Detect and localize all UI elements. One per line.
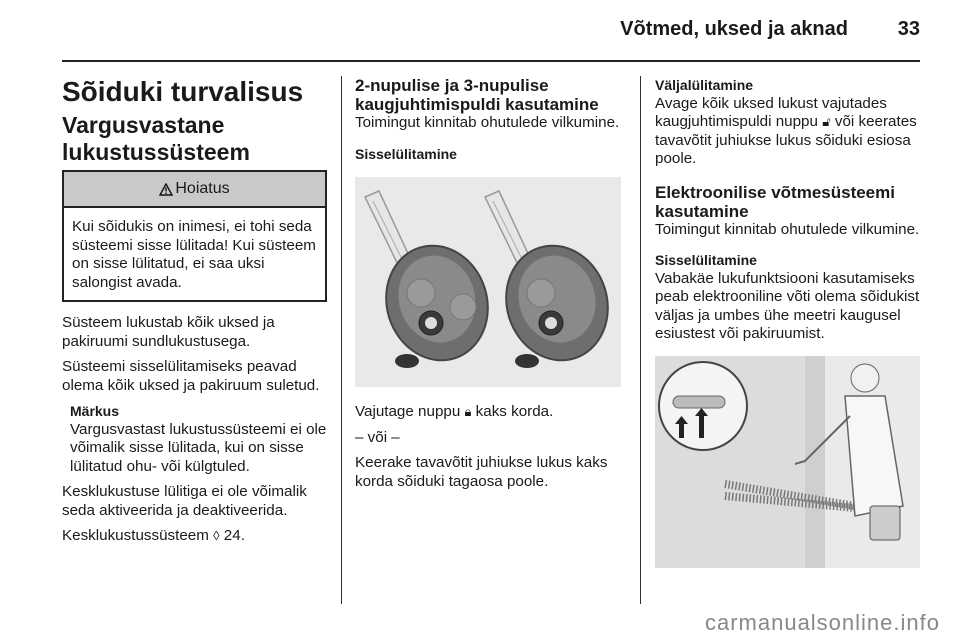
warning-icon xyxy=(159,183,173,196)
warning-title: Hoiatus xyxy=(175,179,230,197)
section-title: Elektroonilise võtmesüsteemi kasutamine xyxy=(655,182,895,221)
lock-icon: 🔒︎ xyxy=(464,404,472,419)
paragraph: – või – xyxy=(355,428,400,446)
subsection-title: Vargusvastane lukustussüsteem xyxy=(62,112,250,165)
paragraph: Vajutage nuppu 🔒︎ kaks korda. xyxy=(355,403,554,420)
remote-keys-illustration xyxy=(355,177,621,387)
page-ref-arrow-icon: ◊ xyxy=(213,528,220,543)
subheading: Sisselülitamine xyxy=(355,145,457,162)
note-text: Vargusvastast lukustussüsteemi ei ole võimalik sisse lülitada, kui on sisse lülitatud ohu- või külgtuled. xyxy=(70,420,327,475)
header-rule xyxy=(62,60,920,62)
note-block xyxy=(62,402,327,476)
section-title: 2-nupulise ja 3-nupulise kaugjuhtimispuldi kasutamine xyxy=(355,76,599,114)
page-header xyxy=(0,0,960,60)
paragraph: Kesklukustuse lülitiga ei ole võimalik seda aktiveerida ja deaktiveerida. xyxy=(62,483,307,519)
warning-box xyxy=(62,170,327,302)
paragraph: Toimingut kinnitab ohutulede vilkumine. xyxy=(655,220,920,238)
page-reference-link[interactable]: 24. xyxy=(223,527,245,544)
keyless-entry-illustration xyxy=(655,356,920,568)
column-divider xyxy=(640,76,641,604)
cross-reference: Kesklukustussüsteem ◊ 24. xyxy=(62,527,245,544)
paragraph: Toimingut kinnitab ohutulede vilkumine. xyxy=(355,114,620,131)
paragraph: Avage kõik uksed lukust vajutades kaugjuhtimispuldi nuppu 🔓︎ või keerates tavavõtit juhiukse lukus sõiduki esiosa poole. xyxy=(655,94,917,167)
header-title: Võtmed, uksed ja aknad xyxy=(620,18,848,40)
warning-header xyxy=(64,172,325,208)
column-1 xyxy=(62,76,327,553)
paragraph: Süsteemi sisselülitamiseks peavad olema kõik uksed ja pakiruum suletud. xyxy=(62,358,320,394)
paragraph: Vabakäe lukufunktsiooni kasutamiseks peab elektrooniline võti olema sõidukist väljas ja umbes ühe meetri kaugusel esiustest või pakiruumist. xyxy=(655,269,920,342)
column-2 xyxy=(355,76,625,498)
warning-text: Kui sõidukis on inimesi, ei tohi seda süsteemi sisse lülitada! Kui süsteem on sisse lülitatud, ei saa uksi salongist avada. xyxy=(72,218,316,291)
page-number: 33 xyxy=(897,18,920,40)
column-divider xyxy=(341,76,342,604)
subheading: Väljalülitamine xyxy=(655,77,754,93)
note-title: Märkus xyxy=(70,403,120,419)
paragraph: Keerake tavavõtit juhiukse lukus kaks korda sõiduki tagaosa poole. xyxy=(355,454,608,490)
watermark: carmanualsonline.info xyxy=(704,610,940,635)
section-title: Sõiduki turvalisus xyxy=(62,76,304,107)
subheading: Sisselülitamine xyxy=(655,252,757,268)
column-3 xyxy=(655,76,925,568)
paragraph: Süsteem lukustab kõik uksed ja pakiruumi sundlukustusega. xyxy=(62,314,275,350)
unlock-icon: 🔓︎ xyxy=(822,114,831,129)
